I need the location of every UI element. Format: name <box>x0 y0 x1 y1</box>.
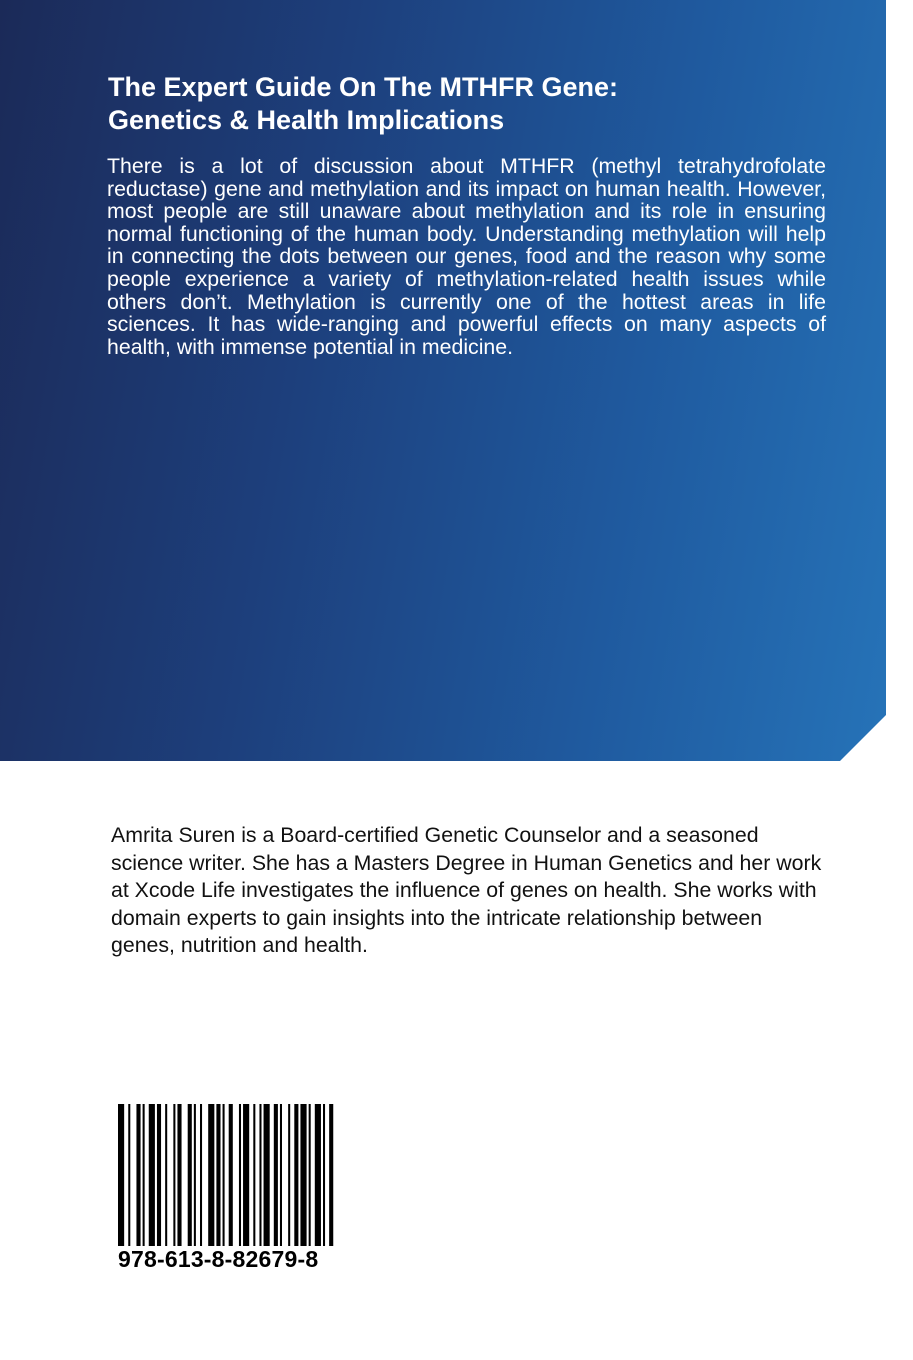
barcode-bar <box>274 1104 278 1246</box>
barcode-bar <box>194 1104 196 1246</box>
isbn-barcode <box>108 1100 394 1276</box>
barcode-bar <box>118 1104 124 1246</box>
barcode-bar <box>315 1104 321 1246</box>
barcode-bar <box>280 1104 282 1246</box>
book-title: The Expert Guide On The MTHFR Gene: Genetics & Health Implications <box>108 72 619 135</box>
barcode-bar <box>288 1104 290 1246</box>
barcode-bar <box>177 1104 181 1246</box>
barcode-bar <box>157 1104 161 1246</box>
barcode-bar <box>143 1104 145 1246</box>
barcode-bar <box>200 1104 202 1246</box>
barcode-bar <box>239 1104 241 1246</box>
book-description: There is a lot of discussion about MTHFR (methyl tetrahydrofolate reductase) gene and methylation and its impact on human health. However, most people are still unaware about methylation and its role in ensuring normal functioning of the human body. Understanding methylation will help in connecting the dots between our genes, food and the reason why some people experience a variety of methylation-related health issues while others don’t. Methylation is currently one of the hottest areas in life sciences. It has wide-ranging and powerful effects on many aspects of health, with immense potential in medicine. <box>107 154 826 359</box>
barcode-bar <box>329 1104 333 1246</box>
barcode-bars <box>118 1104 384 1246</box>
author-bio: Amrita Suren is a Board-certified Genetic Counselor and a seasoned science writer. She has a Masters Degree in Human Genetics and her work at Xcode Life investigates the influence of genes on health. She works with domain experts to gain insights into the intricate relationship between genes, nutrition and health. <box>111 823 822 958</box>
barcode-bar <box>259 1104 261 1246</box>
barcode-bar <box>264 1104 270 1246</box>
barcode-bar <box>243 1104 249 1246</box>
barcode-bar <box>300 1104 306 1246</box>
barcode-bar <box>136 1104 140 1246</box>
barcode-bar <box>208 1104 214 1246</box>
barcode-bar <box>223 1104 225 1246</box>
barcode-bar <box>173 1104 175 1246</box>
barcode-bar <box>253 1104 255 1246</box>
barcode-bar <box>229 1104 233 1246</box>
barcode-bar <box>294 1104 298 1246</box>
barcode-bar <box>165 1104 167 1246</box>
barcode-bar <box>323 1104 325 1246</box>
barcode-bar <box>216 1104 220 1246</box>
barcode-bar <box>309 1104 311 1246</box>
barcode-bar <box>128 1104 130 1246</box>
barcode-bar <box>149 1104 155 1246</box>
barcode-bar <box>188 1104 192 1246</box>
isbn-number: 978-613-8-82679-8 <box>118 1246 319 1272</box>
